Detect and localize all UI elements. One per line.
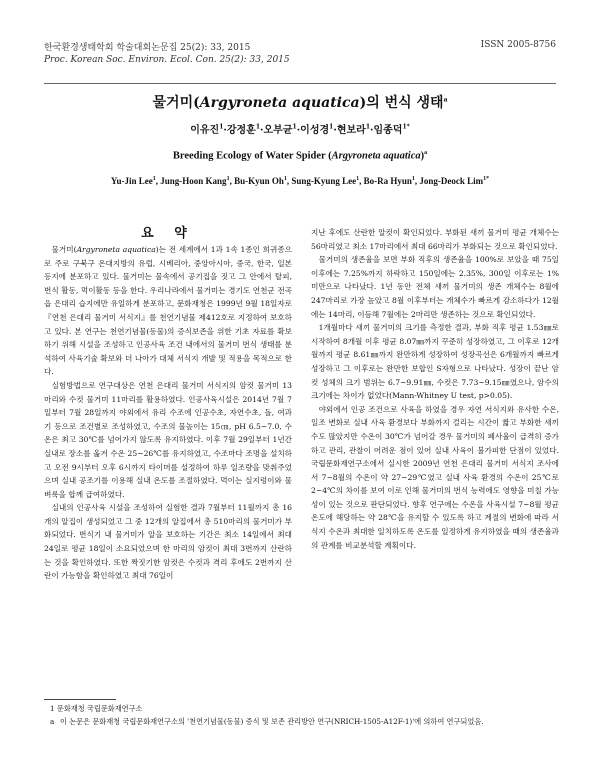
header-divider xyxy=(44,83,556,84)
author-ko: 오부균$^1$ xyxy=(263,123,297,136)
journal-header-korean: 한국환경생태학회 학술대회논문집 25(2): 33, 2015 xyxy=(44,43,251,53)
left-column xyxy=(44,243,292,583)
authors-english: Yu-Jin Lee$^1$, Jung-Hoon Kang$^1$, Bu-Kyun Oh$^1$, Sung-Kyung Lee$^1$, Bo-Ra Hyun$^1$, Jong-Deock Lim$^{1*}$ xyxy=(110,176,490,186)
abstract-paragraph: 물거미(Argyroneta aquatica)는 전 세계에서 1과 1속 1종인 희귀종으로 주로 구북구 온대지방의 유럽, 시베리아, 중앙아시아, 중국, 한국, 일본 등지에 분포하고 있다. 물거미는 물속에서 공기집을 짓고 그 안에서 탈피, 번식 활동, 먹이활동 등을 한다. 우리나라에서 물거미는 경기도 연천군 전곡읍 은대리 습지에만 유일하게 분포하고, 문화재청은 1999년 9월 18일자로 『연천 은대리 물거미 서식지』를 천연기념물 제412호로 지정하여 보호하고 있다. 본 연구는 천연기념물(동물)의 증식보존을 위한 기초 자료를 확보하기 위해 시설을 조성하고 인공사육 조건 내에서의 물거미 번식 생태를 분석하여 사육기술 확보와 더 나아가 대체 서식지 개발 및 적용을 목적으로 한다. xyxy=(44,245,292,377)
author-en: Jung-Hoon Kang$^1$ xyxy=(160,176,230,186)
author-ko: 이유진$^1$ xyxy=(190,123,224,136)
abstract-paragraph: 실험방법으로 연구대상은 연천 은대리 물거미 서식지의 암컷 물거미 13마리와 수컷 물거미 11마리를 활용하였다. 인공사육시설은 2014년 7월 7일부터 7월 28일까지 야외에서 유리 수조에 인공수초, 자연수초, 돌, 여과기 등으로 조건별로 조성하였고, 수조의 물높이는 15㎝, pH 6.5~7.0, 수온은 최고 30℃를 넘어가지 않도록 유지하였다. 이후 7월 29일부터 1년간 실내로 장소를 옮겨 수온 25~26℃를 유지하였고, 수조마다 조명을 설치하고 오전 9시부터 오후 6시까지 타이머를 설정하여 하루 일조량을 맞춰주었으며 실내 공조기를 이용해 실내 온도를 조절하였다. 먹이는 실지렁이와 물벼룩을 합께 급여하였다. xyxy=(44,380,292,499)
author-en: Sung-Kyung Lee$^1$ xyxy=(291,176,360,186)
abstract-heading: 요 약 xyxy=(141,226,195,241)
right-column xyxy=(311,226,559,552)
author-ko: 임종덕$^{1*}$ xyxy=(373,123,410,136)
abstract-paragraph: 실내의 인공사육 시설을 조성하여 실험한 결과 7월부터 11월까지 총 16개의 알집이 생성되었고 그 중 12개의 알집에서 총 510마리의 물거미가 부화되었다. 번식기 내 물거미가 알을 보호하는 기간은 최소 14일에서 최대 24일로 평균 18일이 소요되었으며 한 마리의 암컷이 최대 3번까지 산란하는 것을 확인하였다. 또한 짝짓기한 암컷은 수컷과 격리 후에도 2번까지 산란이 가능함을 확인하였고 최대 76일이 xyxy=(44,503,292,581)
abstract-paragraph: 야외에서 인공 조건으로 사육을 하였을 경우 자연 서식지와 유사한 수온, 일조 변화로 실내 사육 환경보다 부화까지 걸리는 시간이 짧고 부화한 새끼 수도 많았지만 수온이 30℃가 넘어갈 경우 물거미의 폐사율이 급격히 증가하고 관리, 관찰이 어려운 점이 있어 실내 사육이 불가피한 단점이 있었다. 국립문화재연구소에서 실시한 2009년 연천 은대리 물거미 서식지 조사에서 7~8월의 수온이 약 27~29℃였고 실내 사육 환경의 수온이 25℃로 2~4℃의 차이를 보여 이로 인해 물거미의 번식 능력에도 영향을 미칠 가능성이 있는 것으로 판단되었다. 향후 연구에는 수온을 사육시설 7~8월 평균 온도에 해당하는 약 28℃을 유지할 수 있도록 하고 계절의 변화에 따라 서식지 수온과 최대한 일치하도록 온도를 일정하게 유지하였을 때의 생존율과의 관계를 비교분석할 계획이다. xyxy=(311,404,559,550)
author-ko: 이성경$^1$ xyxy=(300,123,334,136)
footnote-affiliation: 1 문화재청 국립문화재연구소 xyxy=(50,704,143,713)
abstract-paragraph: 지난 후에도 산란한 알컷이 확인되었다. 부화된 새끼 물거미 평균 개체수는 56마리였고 최소 17마리에서 최대 66마리가 부화되는 것으로 확인되었다. xyxy=(311,228,559,251)
author-en: Bu-Kyun Oh$^1$ xyxy=(234,176,287,186)
authors-korean: 이유진$^1$·강정훈$^1$·오부균$^1$·이성경$^1$·현보라$^1$·임종덕$^{1*}$ xyxy=(190,123,410,136)
issn: ISSN 2005-8756 xyxy=(480,40,556,50)
author-ko: 강정훈$^1$ xyxy=(226,123,261,136)
author-ko: 현보라$^1$ xyxy=(336,123,370,136)
footnote-divider xyxy=(44,699,116,700)
author-en: Bo-Ra Hyun$^1$ xyxy=(363,176,415,186)
title-korean: 물거미(Argyroneta aquatica)의 번식 생태$^a$ xyxy=(152,95,448,111)
abstract-paragraph: 물거미의 생존율을 보면 부화 직후의 생존율을 100%로 보았을 때 75일 이후에는 7.25%까지 하락하고 150일에는 2.35%, 300일 이후로는 1% 미만으로 나타났다. 1년 동안 전체 새끼 물거미의 생존 개체수는 8월에 247마리로 가장 높았고 8월 이후부터는 개체수가 빠르게 감소하다가 12월에는 14마리, 이듬해 7월에는 2마리만 생존하는 것으로 확인되었다. xyxy=(311,255,559,319)
author-en: Yu-Jin Lee$^1$ xyxy=(110,176,156,186)
title-english: Breeding Ecology of Water Spider (Argyroneta aquatica)$^a$ xyxy=(172,150,428,162)
author-en: Jong-Deock Lim$^{1*}$ xyxy=(419,176,490,186)
abstract-paragraph: 1개월마다 새끼 물거미의 크기를 측정한 결과, 부화 직후 평균 1.53㎜로 시작하여 8개월 이후 평균 8.07㎜까지 꾸준히 성장하였고, 그 이후로 12개월까지 평균 8.61㎜까지 완만하게 성장하여 성장곡선은 6개월까지 빠르게 성장하고 그 이후로는 완만한 보합인 S자형으로 나타났다. 성장이 끝난 암컷 성체의 크기 범위는 6.7~9.91㎜, 수컷은 7.73~9.15㎜였으나, 암수의 크기에는 차이가 없었다(Mann-Whitney U test, p>0.05). xyxy=(311,323,559,401)
footnote-funding: a 이 논문은 문화재청 국립문화재연구소의 '천연기념물(동물) 증식 및 보존 관리방안 연구(NRICH-1505-A12F-1)'에 의하여 연구되었음. xyxy=(50,717,484,726)
journal-header-english: Proc. Korean Soc. Environ. Ecol. Con. 25(2): 33, 2015 xyxy=(44,55,290,65)
